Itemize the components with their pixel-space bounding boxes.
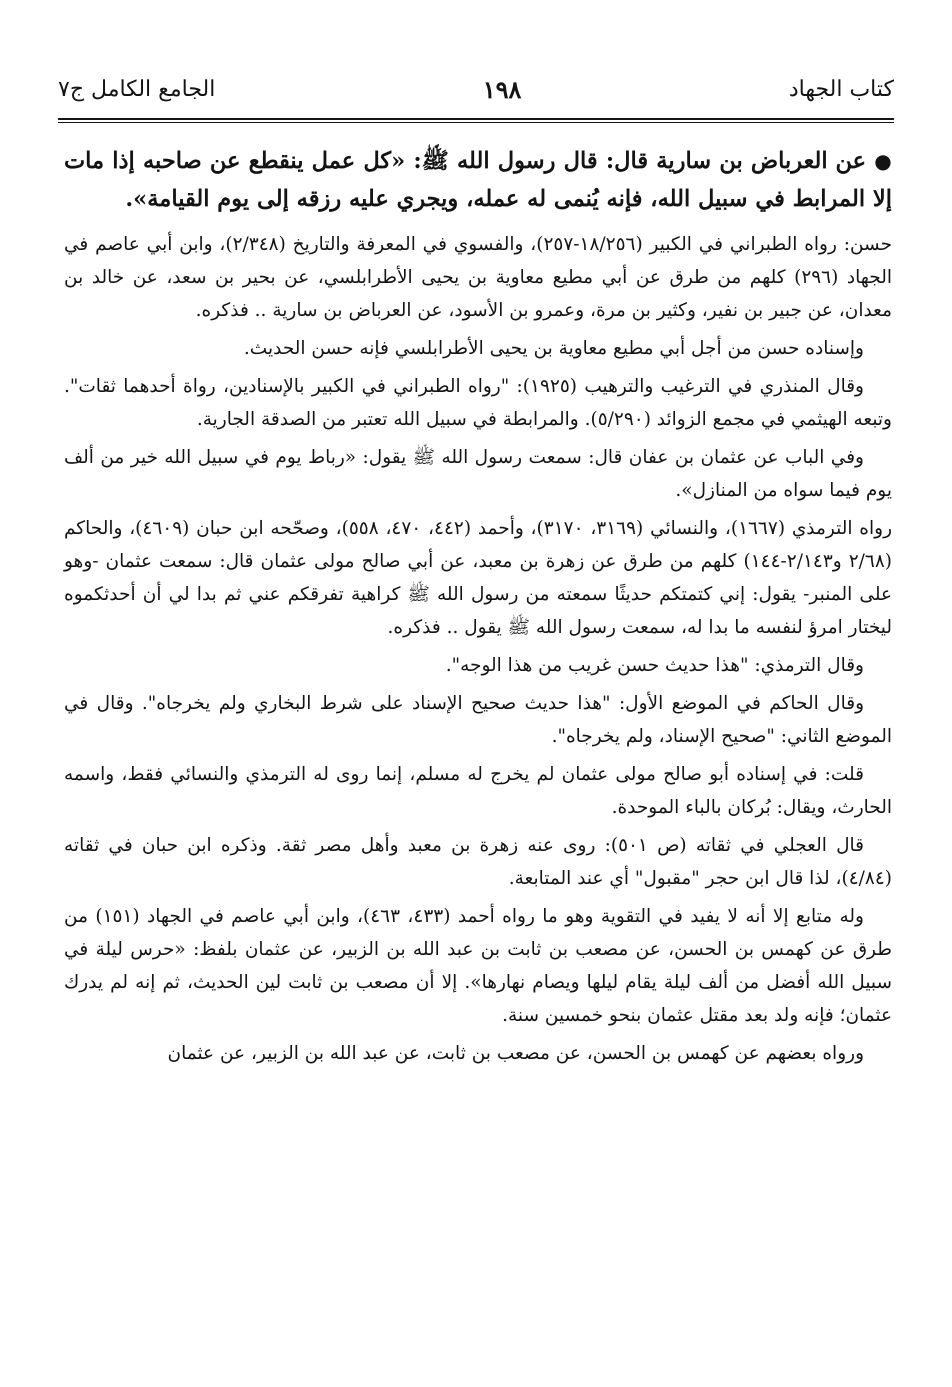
page-number: ١٩٨ — [482, 74, 522, 104]
book-title: كتاب الجهاد — [788, 76, 894, 102]
othman-hadith-paragraph: وفي الباب عن عثمان بن عفان قال: سمعت رسول الله ﷺ يقول: «رباط يوم في سبيل الله خير من ألف يوم فيما سواه من المنازل». — [64, 447, 892, 501]
othman-takhrij-paragraph: رواه الترمذي (١٦٦٧)، والنسائي (٣١٦٩، ٣١٧٠)، وأحمد (٤٤٢، ٤٧٠، ٥٥٨)، وصحّحه ابن حبان (٤٦٠٩)، والحاكم (٢/٦٨ و٢/١٤٣-١٤٤) كلهم من طرق عن زهرة بن معبد، عن أبي صالح مولى عثمان قال: سمعت عثمان -وهو على المنبر- يقول: إني كتمتكم حديثًا سمعته من رسول الله ﷺ كراهية تفرقكم عني ثم بدا لي أن أحدثكموه ليختار امرؤ لنفسه ما بدا له، سمعت رسول الله ﷺ يقول .. فذكره. — [64, 518, 892, 638]
mundhiri-paragraph: وقال المنذري في الترغيب والترهيب (١٩٢٥): "رواه الطبراني في الكبير بالإسنادين، رواة أحدهما ثقات". وتبعه الهيثمي في مجمع الزوائد (٥/٢٩٠). والمرابطة في سبيل الله تعتبر من الصدقة الجارية. — [64, 376, 892, 430]
comment-paragraph: قلت: في إسناده أبو صالح مولى عثمان لم يخرج له مسلم، إنما روى له الترمذي والنسائي فقط، واسمه الحارث، ويقال: بُركان بالباء الموحدة. — [64, 764, 892, 818]
ijli-paragraph: قال العجلي في ثقاته (ص ٥٠١): روى عنه زهرة بن معبد وأهل مصر ثقة. وذكره ابن حبان في ثقاته (٤/٨٤)، لذا قال ابن حجر "مقبول" أي عند المتابعة. — [64, 835, 892, 889]
tirmidhi-paragraph: وقال الترمذي: "هذا حديث حسن غريب من هذا الوجه". — [445, 655, 864, 676]
hakim-paragraph: وقال الحاكم في الموضع الأول: "هذا حديث صحيح الإسناد على شرط البخاري ولم يخرجاه". وقال في الموضع الثاني: "صحيح الإسناد، ولم يخرجاه". — [64, 693, 892, 747]
header-rule — [58, 118, 894, 120]
header-rule-thin — [58, 122, 894, 123]
takhrij-paragraph: حسن: رواه الطبراني في الكبير (١٨/٢٥٦-٢٥٧)، والفسوي في المعرفة والتاريخ (٢/٣٤٨)، وابن أبي عاصم في الجهاد (٢٩٦) كلهم من طرق عن أبي مطيع معاوية بن يحيى الأطرابلسي، عن بحير بن سعد، عن خالد بن معدان، عن جبير بن نفير، وكثير بن مرة، وعمرو بن الأسود، عن العرباض بن سارية .. فذكره. — [64, 234, 893, 321]
hadith-text — [64, 142, 892, 218]
bullet-icon: ● — [874, 149, 892, 173]
mutabi-paragraph: وله متابع إلا أنه لا يفيد في التقوية وهو ما رواه أحمد (٤٣٣، ٤٦٣)، وابن أبي عاصم في الجهاد (١٥١) من طرق عن كهمس بن الحسن، عن مصعب بن ثابت بن عبد الله بن الزبير، عن عثمان بلفظ: «حرس ليلة في سبيل الله أفضل من ألف ليلة يقام ليلها ويصام نهارها». إلا أن مصعب بن ثابت لين الحديث، ثم إنه لم يدرك عثمان؛ فإنه ولد بعد مقتل عثمان بنحو خمسين سنة. — [64, 906, 892, 1026]
isnad-grading-paragraph: وإسناده حسن من أجل أبي مطيع معاوية بن يحيى الأطرابلسي فإنه حسن الحديث. — [243, 338, 864, 359]
hadith-body: عن العرباض بن سارية قال: قال رسول الله ﷺ: «كل عمل ينقطع عن صاحبه إذا مات إلا المرابط في سبيل الله، فإنه يُنمى له عمله، ويجري عليه رزقه إلى يوم القيامة». — [64, 148, 892, 212]
page-body — [64, 142, 892, 1075]
volume-title: الجامع الكامل ج٧ — [58, 76, 216, 102]
page-header — [58, 64, 894, 114]
continuation-paragraph: ورواه بعضهم عن كهمس بن الحسن، عن مصعب بن ثابت، عن عبد الله بن الزبير، عن عثمان — [167, 1043, 864, 1064]
